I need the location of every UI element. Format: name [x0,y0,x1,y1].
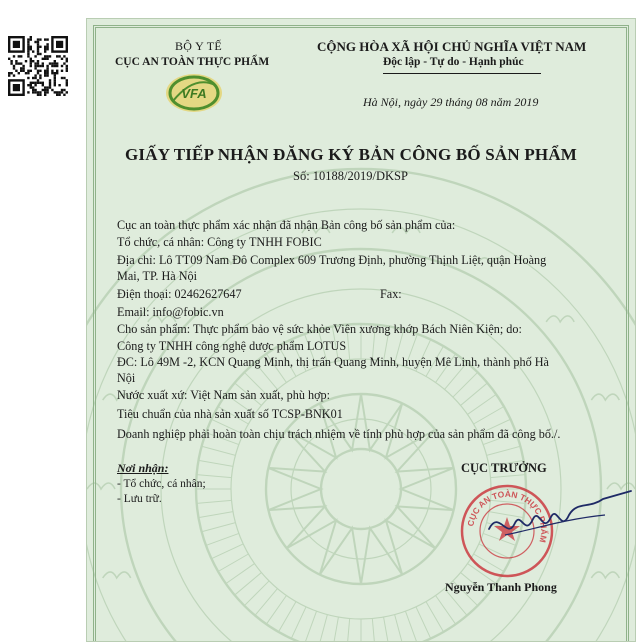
body-line: Cho sản phẩm: Thực phẩm bảo vệ sức khỏe Viên xương khớp Bách Niên Kiện; do: [117,322,522,336]
qr-code [8,36,68,96]
stamp-text: CỤC AN TOÀN THỰC PHẨM [465,488,550,544]
signer-title: CỤC TRƯỞNG [461,461,547,475]
body-line: Nội [117,371,136,385]
body-line: Mai, TP. Hà Nội [117,269,198,283]
logo-text: VFA [181,86,207,101]
certificate-document [86,18,636,642]
fax-label: Fax: [380,287,402,301]
body-line: Cục an toàn thực phẩm xác nhận đã nhận Bản công bố sản phẩm của: [117,218,456,232]
recipient-item: - Tổ chức, cá nhân; [117,478,206,490]
agency-name: CỤC AN TOÀN THỰC PHẨM [115,56,270,68]
national-motto: Độc lập - Tự do - Hạnh phúc [383,56,524,68]
signer-name: Nguyễn Thanh Phong [445,580,557,594]
body-line: Điện thoại: 02462627647 [117,287,242,301]
issue-date: Hà Nội, ngày 29 tháng 08 năm 2019 [363,95,539,109]
body-line: Nước xuất xứ: Việt Nam sản xuất, phù hợp: [117,388,331,402]
body-line: Doanh nghiệp phải hoàn toàn chịu trách nhiệm về tính phù hợp của sản phẩm đã công bố./. [117,427,561,441]
body-line: Email: info@fobic.vn [117,305,224,319]
body-line: Địa chỉ: Lô TT09 Nam Đô Complex 609 Trương Định, phường Thịnh Liệt, quận Hoàng [117,253,547,267]
qr-code-icon [8,36,68,96]
body-line: Tiêu chuẩn của nhà sản xuất số TCSP-BNK01 [117,407,343,421]
vfa-logo [163,71,225,115]
ministry-name: BỘ Y TẾ [175,39,222,53]
handwritten-signature [485,489,635,545]
motto-underline [383,73,541,74]
recipients-heading: Nơi nhận: [117,461,169,475]
republic-name: CỘNG HÒA XÃ HỘI CHỦ NGHĨA VIỆT NAM [317,39,587,54]
body-line: Tổ chức, cá nhân: Công ty TNHH FOBIC [117,235,322,249]
document-number: Số: 10188/2019/DKSP [293,169,408,183]
recipient-item: - Lưu trữ. [117,493,162,505]
body-line: Công ty TNHH công nghệ dược phẩm LOTUS [117,339,347,353]
body-line: ĐC: Lô 49M -2, KCN Quang Minh, thị trấn Quang Minh, huyện Mê Linh, thành phố Hà [117,355,549,369]
document-title: GIẤY TIẾP NHẬN ĐĂNG KÝ BẢN CÔNG BỐ SẢN PHẨM [125,145,578,164]
